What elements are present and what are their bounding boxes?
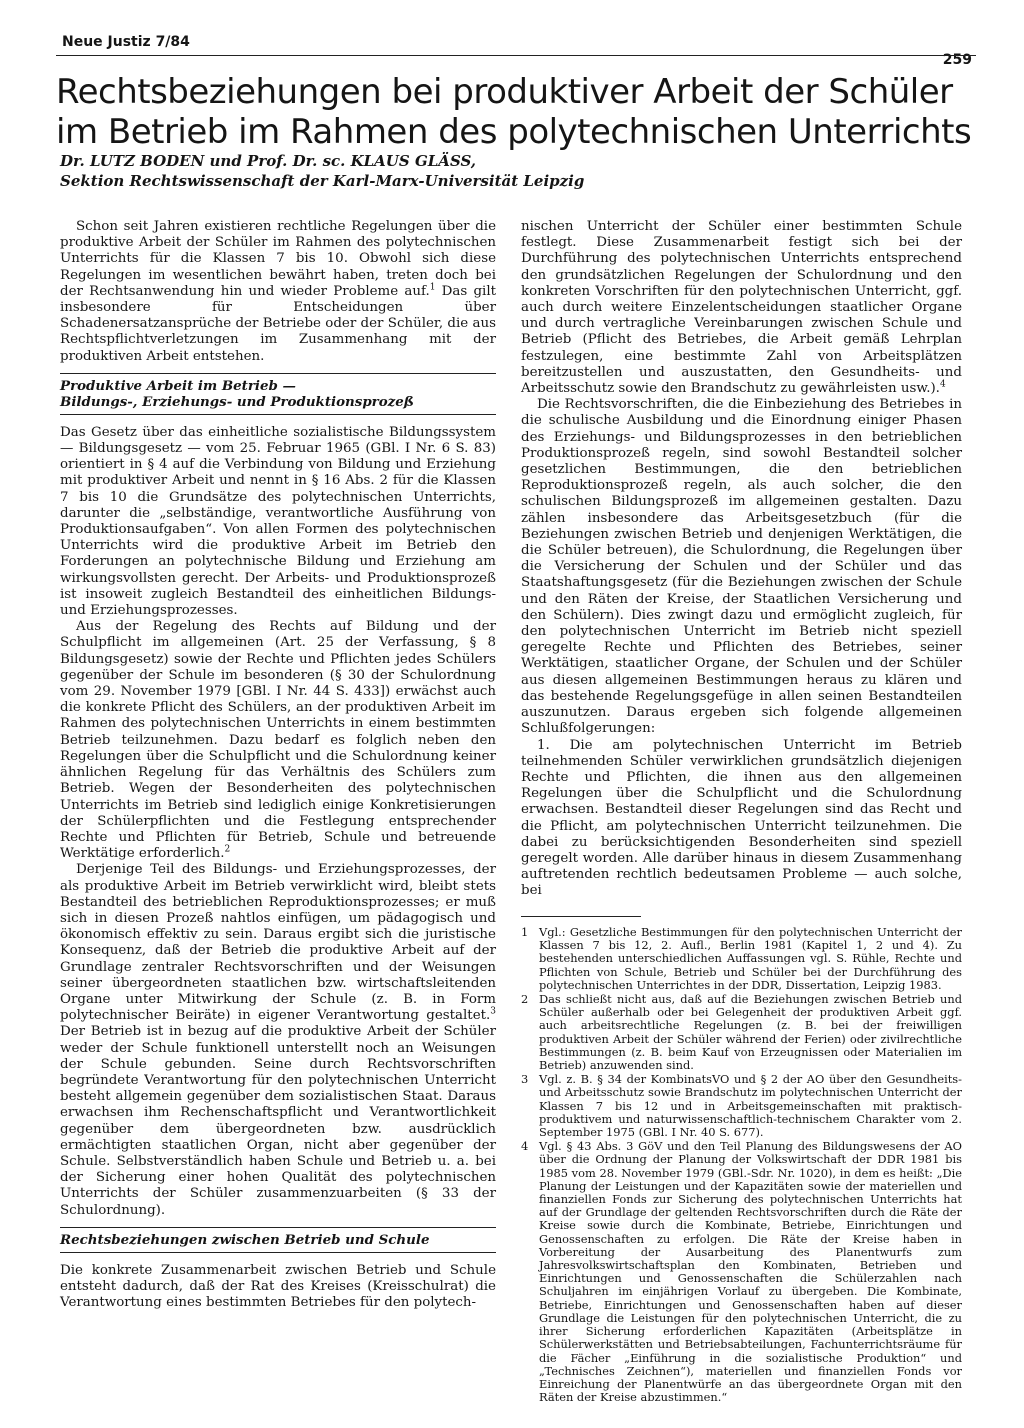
left-column — [60, 219, 496, 1311]
footnote — [521, 926, 962, 992]
intro-paragraph — [60, 219, 496, 365]
body-text: nischen Unterricht der Schüler einer bestimmten Schule festlegt. Diese Zusammenarbeit festigt sich bei der Durchführung des polytechnischen Unterrichts entsprechend den grundsätzlichen Regelungen der Schulordnung und den konkreten Vorschriften für den polytechnischen Unterricht, ggf. auch durch weitere Einzelentscheidungen staatlicher Organe und durch vertragliche Vereinbarungen zwischen Schule und Betrieb (Pflicht des Betriebes, die Arbeit gemäß Lehrplan festzulegen, eine bestimmte Zahl von Arbeitsplätzen bereitzustellen und auszustatten, den Gesundheits- und Arbeitsschutz sowie den Brandschutz zu gewährleisten usw.). — [521, 219, 962, 397]
body-paragraph: Die Rechtsvorschriften, die die Einbeziehung des Betriebes in die schulische Ausbildung und die Einordnung einiger Phasen des Erziehungs- und Bildungsprozesses in den betrieblichen Produktionsprozeß regeln, sind sowohl Bestandteil solcher gesetzlichen Bestimmungen, die den betrieblichen Reproduktionsprozeß regeln, als auch solcher, die den schulischen Bildungsprozeß im allgemeinen gestalten. Dazu zählen insbesondere das Arbeitsgesetzbuch (für die Beziehungen zwischen Betrieb und denjenigen Werktätigen, die die Schüler betreuen), die Schulordnung, die Regelungen über die Versicherung der Schulen und der Schüler und das Staatshaftungsgesetz (für die Beziehungen zwischen der Schule und den Räten der Kreise, der Staatlichen Versicherung und den Schülern). Dies zwingt dazu und ermöglicht zugleich, für den polytechnischen Unterricht im Betrieb nicht speziell geregelte Rechte und Pflichten des Betriebes, seiner Werktätigen, staatlicher Organe, der Schulen und der Schüler aus diesen allgemeinen Bestimmungen heraus zu klären und das bestehende Regelungsgefüge in allen seinen Bestandteilen auszunutzen. Daraus ergeben sich folgende allgemeinen Schlußfolgerungen: — [521, 397, 962, 737]
footnote-number: 1 — [521, 925, 529, 939]
footnote-text: Vgl. z. B. § 34 der KombinatsVO und § 2 der AO über den Gesundheits- und Arbeitsschutz sowie Brandschutz im polytechnischen Unterricht der Klassen 7 bis 12 und in Arbeitsgemeinschaften mit praktisch-produktivem und naturwissenschaftlich-technischem Charakter vom 2. September 1975 (GBl. I Nr. 40 S. 677). — [539, 1072, 962, 1140]
body-text: Aus der Regelung des Rechts auf Bildung und der Schulpflicht im allgemeinen (Art. 25 der Verfassung, § 8 Bildungsgesetz) sowie der Rechte und Pflichten jedes Schülers gegenüber der Schule im besonderen (§ 30 der Schulordnung vom 29. November 1979 [GBl. I Nr. 44 S. 433]) erwächst auch die konkrete Pflicht des Schülers, an der produktiven Arbeit im Rahmen des polytechnischen Unterrichts in einem bestimmten Betrieb teilzunehmen. Dazu bedarf es folglich neben den Regelungen über die Schulpflicht und die Schulordnung keiner ähnlichen Regelung für das Verhältnis des Schülers zum Betrieb. Wegen der Besonderheiten des polytechnischen Unterrichts im Betrieb sind lediglich einige Konkretisierungen der Schülerpflichten und die Festlegung entsprechender Rechte und Pflichten für Betrieb, Schule und betreuende Werktätige erforderlich. — [60, 619, 496, 862]
footnote — [521, 1073, 962, 1139]
journal-header: Neue Justiz 7/84 — [62, 34, 190, 50]
page-number: 259 — [942, 52, 972, 68]
intro-text: Schon seit Jahren existieren rechtliche Regelungen über die produktive Arbeit der Schüler im Rahmen des polytechnischen Unterrichts für die Klassen 7 bis 10. Obwohl sich diese Regelungen im wesentlichen bewährt haben, treten doch bei der Rechtsanwendung hin und wieder Probleme auf. — [60, 219, 496, 299]
body-paragraph: Die konkrete Zusammenarbeit zwischen Betrieb und Schule entsteht dadurch, daß der Rat des Kreises (Kreisschulrat) die Verantwortung eines bestimmten Betriebes für den polytech- — [60, 1262, 496, 1311]
right-column — [521, 219, 962, 900]
footnote-ref: 1 — [429, 282, 436, 293]
body-paragraph — [60, 862, 496, 1218]
footnote-ref: 3 — [490, 1006, 496, 1017]
footnote-number: 4 — [521, 1139, 529, 1154]
section-heading-production — [60, 373, 496, 415]
footnote-rule — [521, 916, 641, 917]
body-paragraph — [60, 619, 496, 862]
body-paragraph: Das Gesetz über das einheitliche sozialistische Bildungssystem — Bildungsgesetz — vom 25. Februar 1965 (GBl. I Nr. 6 S. 83) orientiert in § 4 auf die Verbindung von Bildung und Erziehung mit produktiver Arbeit und nennt in § 16 Abs. 2 für die Klassen 7 bis 10 die Grundsätze des polytechnischen Unterrichts, darunter die „selbständige, verantwortliche Ausführung von Produktionsaufgaben“. Von allen Formen des polytechnischen Unterrichts wird die produktive Arbeit im Betrieb den Forderungen an polytechnische Bildung und Erziehung am wirkungsvollsten gerecht. Der Arbeits- und Produktionsprozeß ist insoweit zugleich Bestandteil des einheitlichen Bildungs- und Erziehungsprozesses. — [60, 424, 496, 619]
footnote-number: 3 — [521, 1072, 529, 1087]
footnote-text: Vgl.: Gesetzliche Bestimmungen für den polytechnischen Unterricht der Klassen 7 bis 12, 2. Aufl., Berlin 1981 (Kapitel 1, 2 und 4). Zu bestehenden unterschiedlichen Auffassungen vgl. S. Rühle, Rechte und Pflichten von Schule, Betrieb und Schüler bei der Durchführung des polytechnischen Unterrichtes in der DDR, Dissertation, Leipzig 1983. — [539, 925, 962, 992]
body-text: Der Betrieb ist in bezug auf die produktive Arbeit der Schüler weder der Schule funktionell unterstellt noch an Weisungen der Schule gebunden. Seine durch Rechtsvorschriften begründete Verantwortung für den polytechnischen Unterricht besteht allgemein gegenüber dem sozialistischen Staat. Daraus erwachsen ihm Rechenschaftspflicht und Verantwortlichkeit gegenüber dem übergeordneten bzw. ausdrücklich ermächtigten staatlichen Organ, nicht aber gegenüber der Schule. Selbstverständlich haben Schule und Betrieb u. a. bei der Sicherung einer hohen Qualität des polytechnischen Unterrichts der Schüler zusammenzuarbeiten (§ 33 der Schulordnung). — [60, 1024, 496, 1218]
footnote-text: Das schließt nicht aus, daß auf die Beziehungen zwischen Betrieb und Schüler außerhalb oder bei Gelegenheit der produktiven Arbeit ggf. auch arbeitsrechtliche Regelungen (z. B. bei der freiwilligen produktiven Arbeit der Schüler während der Ferien) oder zivilrechtliche Bestimmungen (z. B. beim Kauf von Erzeugnissen oder Materialien im Betrieb) anzuwenden sind. — [539, 992, 962, 1073]
intro-text-end: Das gilt insbesondere für Entscheidungen über Schadenersatzansprüche der Betriebe oder der Schüler, die aus Rechtspflichtverletzungen im Zusammenhang mit der produktiven Arbeit entstehen. — [60, 283, 496, 364]
footnote-number: 2 — [521, 992, 529, 1007]
footnote — [521, 993, 962, 1072]
footnote-ref: 4 — [939, 379, 946, 390]
section-heading-line: Produktive Arbeit im Betrieb — — [60, 377, 296, 394]
authors-block — [60, 151, 720, 191]
section-heading-line: Bildungs-, Erziehungs- und Produktionsprozeß — [60, 393, 414, 410]
author-affiliation: Sektion Rechtswissenschaft der Karl-Marx-Universität Leipzig — [60, 172, 585, 190]
footnote — [521, 1140, 962, 1404]
footnotes — [521, 926, 962, 1405]
list-item: 1. Die am polytechnischen Unterricht im Betrieb teilnehmenden Schüler verwirklichen grundsätzlich diejenigen Rechte und Pflichten, die ihnen aus den allgemeinen Regelungen über die Schulpflicht und die Schulordnung erwachsen. Bestandteil dieser Regelungen sind das Recht und die Pflicht, am polytechnischen Unterricht teilzunehmen. Die dabei zu berücksichtigenden Besonderheiten sind speziell geregelt worden. Alle darüber hinaus in diesem Zusammenhang auftretenden rechtlich bedeutsamen Probleme — auch solche, bei — [521, 737, 962, 899]
header-rule — [56, 55, 976, 56]
body-text: Derjenige Teil des Bildungs- und Erziehungsprozesses, der als produktive Arbeit im Betrieb verwirklicht wird, bleibt stets Bestandteil des betrieblichen Reproduktionsprozesses; er muß sich in diesen Prozeß nahtlos einfügen, um pädagogisch und ökonomisch effektiv zu sein. Daraus ergibt sich die juristische Konsequenz, daß der Betrieb die produktive Arbeit auf der Grundlage zentraler Rechtsvorschriften und der Weisungen seiner übergeordneten staatlichen bzw. wirtschaftsleitenden Organe unter Mitwirkung der Schule (z. B. in Form polytechnischer Beiräte) in eigener Verantwortung gestaltet. — [60, 862, 496, 1024]
footnote-text: Vgl. § 43 Abs. 3 GöV und den Teil Planung des Bildungswesens der AO über die Ordnung der Planung der Volkswirtschaft der DDR 1981 bis 1985 vom 28. November 1979 (GBl.-Sdr. Nr. 1020), in dem es heißt: „Die Planung der Leistungen und der Kapazitäten sowie der materiellen und finanziellen Fonds zur Sicherung des polytechnischen Unterrichts hat auf der Grundlage der geltenden Rechtsvorschriften durch die Räte der Kreise sowie durch die Kombinate, Betriebe, Einrichtungen und Genossenschaften zu erfolgen. Die Räte der Kreise haben in Vorbereitung der Ausarbeitung des Planentwurfs zum Jahresvolkswirtschaftsplan den Kombinaten, Betrieben und Einrichtungen und Genossenschaften die Schülerzahlen nach Schuljahren im einjährigen Vorlauf zu übergeben. Die Kombinate, Betriebe, Einrichtungen und Genossenschaften haben auf dieser Grundlage die Leistungen für den polytechnischen Unterricht, die zu ihrer Sicherung erforderlichen Kapazitäten (Arbeitsplätze in Schülerwerkstätten und Betriebsabteilungen, Fachunterrichtsräume für die Fächer „Einführung in die sozialistische Produktion“ und „Technisches Zeichnen“), materiellen und finanziellen Fonds vor Einreichung der Planentwürfe an das übergeordnete Organ mit den Räten der Kreise abzustimmen.“ — [539, 1139, 962, 1405]
author-names: Dr. LUTZ BODEN und Prof. Dr. sc. KLAUS GLÄSS, — [60, 152, 476, 170]
body-paragraph — [521, 219, 962, 397]
footnote-ref: 2 — [224, 844, 231, 855]
section-heading-relations: Rechtsbeziehungen zwischen Betrieb und Schule — [60, 1227, 496, 1253]
article-title: Rechtsbeziehungen bei produktiver Arbeit der Schüler im Betrieb im Rahmen des polytechnischen Unterrichts — [56, 72, 972, 152]
